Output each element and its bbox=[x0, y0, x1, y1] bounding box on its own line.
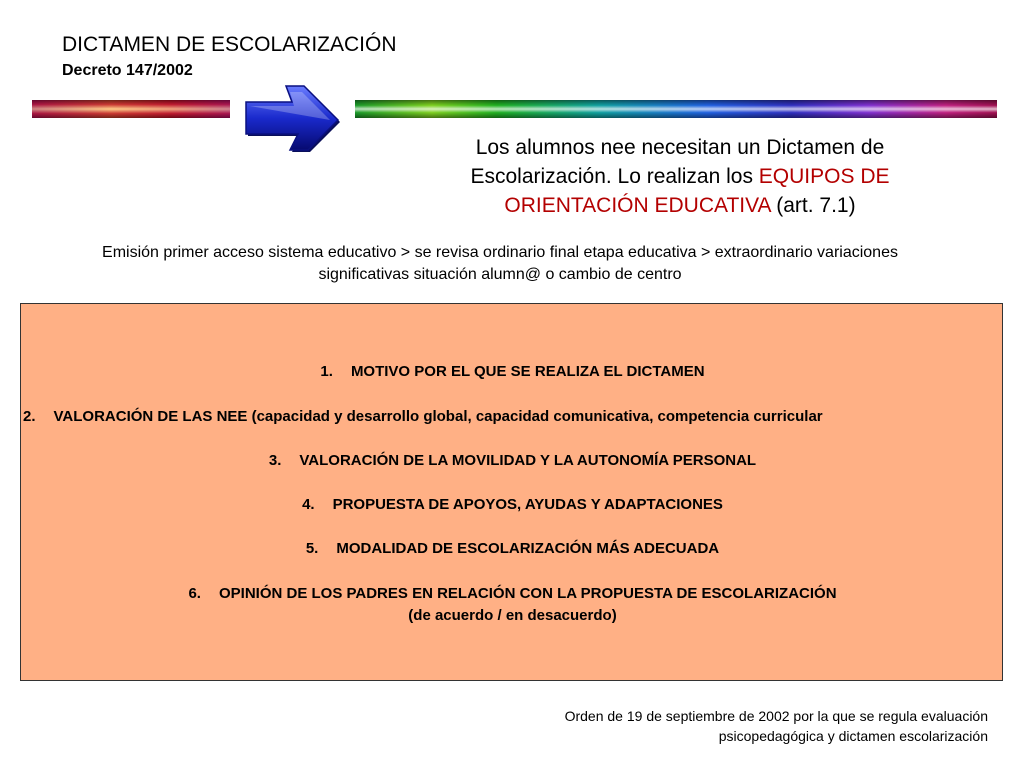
list-item-text: PROPUESTA DE APOYOS, AYUDAS Y ADAPTACIONES bbox=[332, 496, 723, 513]
intro-paragraph bbox=[400, 133, 960, 220]
list-item-text: MODALIDAD DE ESCOLARIZACIÓN MÁS ADECUADA bbox=[336, 540, 720, 557]
intro-line-3: (art. 7.1) bbox=[770, 194, 856, 217]
page-subtitle: Decreto 147/2002 bbox=[62, 62, 193, 79]
emision-text bbox=[0, 242, 1000, 286]
list-item-number: 2. bbox=[23, 408, 36, 425]
list-item-number: 5. bbox=[305, 540, 319, 557]
emision-line-1: Emisión primer acceso sistema educativo > se revisa ordinario final etapa educativa > extraordinario variaciones bbox=[102, 244, 898, 261]
list-item-text: OPINIÓN DE LOS PADRES EN RELACIÓN CON LA PROPUESTA DE ESCOLARIZACIÓN bbox=[218, 585, 837, 602]
list-item-number: 3. bbox=[268, 452, 282, 469]
left-decorative-bar bbox=[32, 100, 230, 118]
list-item-number: 4. bbox=[302, 496, 315, 513]
list-item-note: (de acuerdo / en desacuerdo) bbox=[408, 607, 617, 624]
arrow-right-icon bbox=[242, 82, 342, 152]
emision-line-2: significativas situación alumn@ o cambio de centro bbox=[318, 266, 682, 283]
list-item bbox=[21, 495, 1004, 515]
list-item bbox=[1, 407, 1024, 427]
list-item bbox=[21, 539, 1004, 559]
list-item-text: VALORACIÓN DE LAS NEE (capacidad y desarrollo global, capacidad comunicativa, competencia curricular bbox=[53, 408, 823, 425]
list-item-number: 6. bbox=[188, 585, 201, 602]
footer-line-2: psicopedagógica y dictamen escolarización bbox=[718, 728, 988, 744]
list-item-text: VALORACIÓN DE LA MOVILIDAD Y LA AUTONOMÍA PERSONAL bbox=[299, 452, 757, 469]
list-item-text: MOTIVO POR EL QUE SE REALIZA EL DICTAMEN bbox=[350, 363, 705, 380]
intro-highlight-2: ORIENTACIÓN EDUCATIVA bbox=[504, 194, 771, 217]
intro-line-2: Escolarización. Lo realizan los bbox=[470, 165, 759, 188]
list-item bbox=[21, 362, 1004, 382]
list-item bbox=[21, 451, 1004, 471]
page-title: DICTAMEN DE ESCOLARIZACIÓN bbox=[62, 33, 397, 56]
list-item-number: 1. bbox=[320, 363, 333, 380]
footer-reference bbox=[565, 706, 988, 746]
intro-highlight-1: EQUIPOS DE bbox=[758, 165, 890, 188]
intro-line-1: Los alumnos nee necesitan un Dictamen de bbox=[475, 136, 885, 159]
list-item bbox=[21, 584, 1004, 604]
dictamen-contents-box bbox=[20, 303, 1003, 681]
right-decorative-bar bbox=[355, 100, 997, 118]
footer-line-1: Orden de 19 de septiembre de 2002 por la que se regula evaluación bbox=[564, 708, 988, 724]
